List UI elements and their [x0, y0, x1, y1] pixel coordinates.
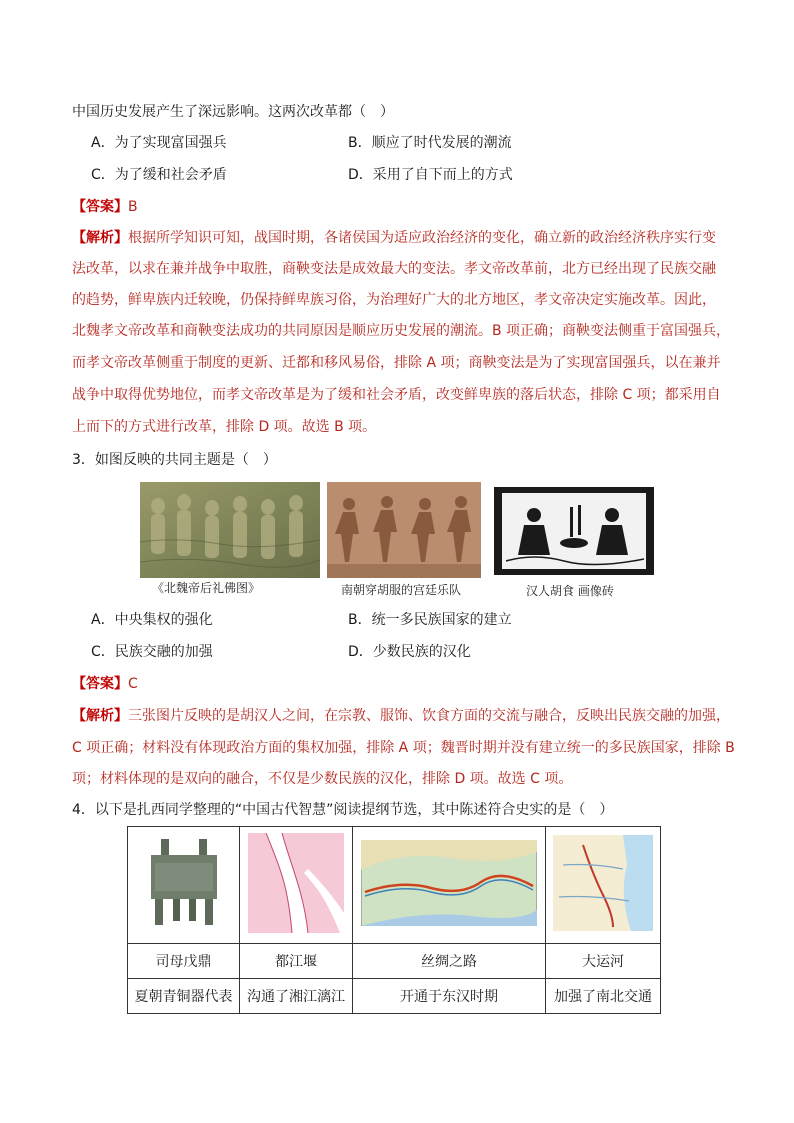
q2-analysis-line-1 [72, 228, 716, 248]
analysis-text: 根据所学知识可知，战国时期，各诸侯国为适应政治经济的变化，确立新的政治经济秩序实行变 [128, 230, 716, 246]
analysis-text: 三张图片反映的是胡汉人之间，在宗教、服饰、饮食方面的交流与融合，反映出民族交融的加强， [128, 708, 730, 724]
q2-analysis-line-7: 上而下的方式进行改革，排除 D 项。故选 B 项。 [72, 419, 377, 435]
answer-value: B [128, 199, 138, 215]
silkroad-map [361, 840, 537, 926]
q2-stem-tail: 中国历史发展产生了深远影响。这两次改革都（ ） [72, 104, 394, 120]
table-cell: 大运河 [546, 944, 661, 979]
q3-stem: 3．如图反映的共同主题是（ ） [72, 452, 277, 468]
ding-image-cell [128, 827, 240, 944]
table-row-descriptions [128, 979, 661, 1014]
q3-option-c: C．民族交融的加强 [91, 644, 213, 660]
table-cell: 司母戊鼎 [128, 944, 240, 979]
table-cell: 开通于东汉时期 [353, 979, 546, 1014]
q2-analysis-line-2: 法改革，以求在兼并战争中取胜，商鞅变法是成效最大的变法。孝文帝改革前，北方已经出现了民族交融 [72, 261, 716, 277]
dujiangyan-map-cell [240, 827, 353, 944]
dujiangyan-map [248, 833, 344, 933]
q2-option-b: B．顺应了时代发展的潮流 [348, 135, 512, 151]
canal-map [553, 835, 653, 931]
silkroad-map-cell [353, 827, 546, 944]
q2-analysis-line-6: 战争中取得优势地位，而孝文帝改革是为了缓和社会矛盾，改变鲜卑族的落后状态，排除 C 项；都采用自 [72, 387, 721, 403]
q3-option-b: B．统一多民族国家的建立 [348, 612, 512, 628]
analysis-label: 【解析】 [72, 230, 128, 246]
caption-brick: 汉人胡食 画像砖 [526, 584, 614, 598]
answer-label: 【答案】 [72, 676, 128, 692]
q2-answer [72, 197, 138, 217]
q2-analysis-line-4: 北魏孝文帝改革和商鞅变法成功的共同原因是顺应历史发展的潮流。B 项正确；商鞅变法侧重于富国强兵， [72, 323, 731, 339]
q3-answer [72, 674, 138, 694]
q2-option-a: A．为了实现富国强兵 [91, 135, 227, 151]
caption-musicians: 南朝穿胡服的宫廷乐队 [341, 583, 462, 597]
caption-relief: 《北魏帝后礼佛图》 [152, 581, 261, 595]
table-cell: 夏朝青铜器代表 [128, 979, 240, 1014]
table-cell: 都江堰 [240, 944, 353, 979]
q2-option-d: D．采用了自下而上的方式 [348, 167, 513, 183]
q3-analysis-line-3: 项；材料体现的是双向的融合，不仅是少数民族的汉化，排除 D 项。故选 C 项。 [72, 771, 573, 787]
table-cell: 沟通了湘江漓江 [240, 979, 353, 1014]
q2-analysis-line-5: 而孝文帝改革侧重于制度的更新、迁都和移风易俗，排除 A 项；商鞅变法是为了实现富国强兵，以在兼并 [72, 355, 721, 371]
q4-stem: 4．以下是扎西同学整理的“中国古代智慧”阅读提纲节选，其中陈述符合史实的是（ ） [72, 802, 614, 818]
table-cell: 加强了南北交通 [546, 979, 661, 1014]
q2-option-c: C．为了缓和社会矛盾 [91, 167, 227, 183]
q2-analysis-line-3: 的趋势，鲜卑族内迁较晚，仍保持鲜卑族习俗，为治理好广大的北方地区，孝文帝决定实施改革。因此， [72, 292, 716, 308]
ding-icon [139, 835, 229, 931]
q3-analysis-line-2: C 项正确；材料没有体现政治方面的集权加强，排除 A 项；魏晋时期并没有建立统一的多民族国家，排除 B [72, 740, 735, 756]
musicians-image [327, 482, 481, 578]
answer-value: C [128, 676, 138, 692]
q3-option-a: A．中央集权的强化 [91, 612, 213, 628]
table-row-names [128, 944, 661, 979]
answer-label: 【答案】 [72, 199, 128, 215]
analysis-label: 【解析】 [72, 708, 128, 724]
canal-map-cell [546, 827, 661, 944]
q3-analysis-line-1 [72, 706, 730, 726]
table-row-images [128, 827, 661, 944]
table-cell: 丝绸之路 [353, 944, 546, 979]
q3-option-d: D．少数民族的汉化 [348, 644, 471, 660]
brick-image [494, 487, 654, 575]
relief-image [140, 482, 320, 578]
q4-table [127, 826, 661, 1014]
